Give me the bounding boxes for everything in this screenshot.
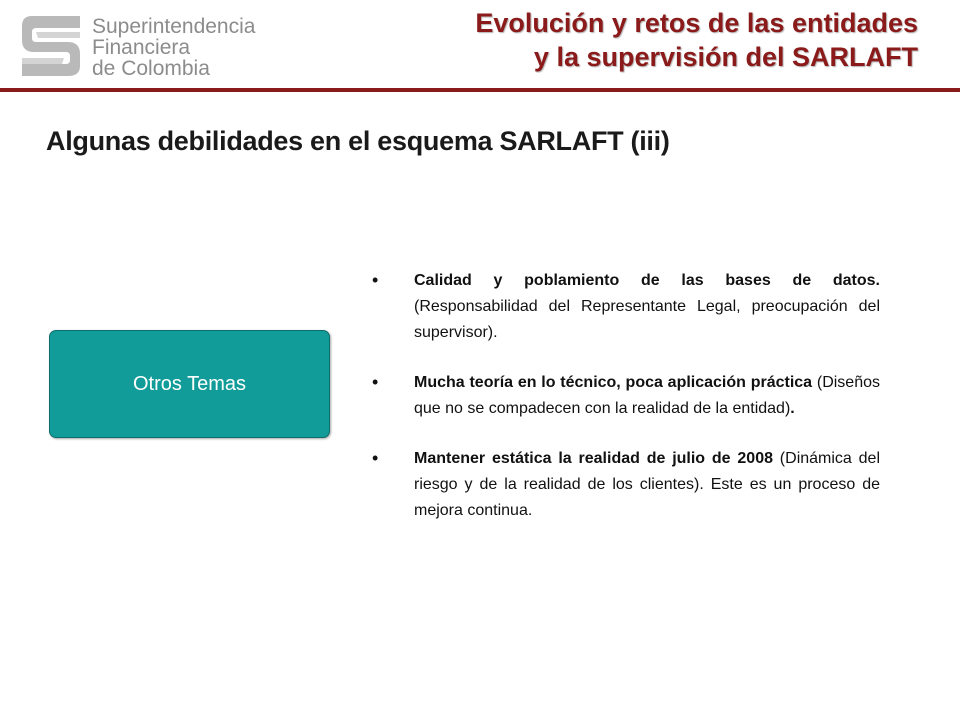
topic-box (49, 330, 330, 438)
bullet-item (368, 370, 880, 422)
bullet-item (368, 446, 880, 524)
bullet-strong-text: Mantener estática la realidad de julio de 2008 (414, 450, 773, 467)
bullet-text: (Dinámica del riesgo y de la realidad de los clientes). Este es un proceso de mejora continua. (414, 450, 880, 519)
bullet-icon: • (372, 270, 379, 290)
bullet-icon: • (372, 372, 379, 392)
bullet-icon: • (372, 448, 379, 468)
bullet-strong-text: Mucha teoría en lo técnico, poca aplicación práctica (414, 374, 813, 391)
topic-box-label: Otros Temas (133, 372, 246, 395)
bullet-text: (Diseños que no se compadecen con la realidad de la entidad) (414, 374, 880, 417)
logo-line-1: Superintendencia (92, 15, 256, 38)
logo-wordmark (92, 16, 255, 79)
logo-line-2: Financiera (92, 36, 191, 59)
bullet-list (368, 268, 880, 548)
bullet-text: (Responsabilidad del Representante Legal, preocupación del supervisor). (414, 298, 880, 341)
bullet-item (368, 268, 880, 346)
presentation-title (475, 6, 918, 74)
slide-heading: Algunas debilidades en el esquema SARLAFT (iii) (46, 126, 670, 156)
organization-logo (18, 14, 278, 80)
bullet-strong-text: Calidad y poblamiento de las bases de datos. (414, 272, 880, 289)
superintendencia-logo-icon (18, 14, 84, 78)
header-divider (0, 88, 960, 92)
presentation-title-line-1: Evolución y retos de las entidades (475, 8, 918, 38)
presentation-title-line-2: y la supervisión del SARLAFT (533, 42, 918, 72)
logo-line-3: de Colombia (92, 57, 210, 80)
bullet-tail-text: . (790, 400, 795, 417)
